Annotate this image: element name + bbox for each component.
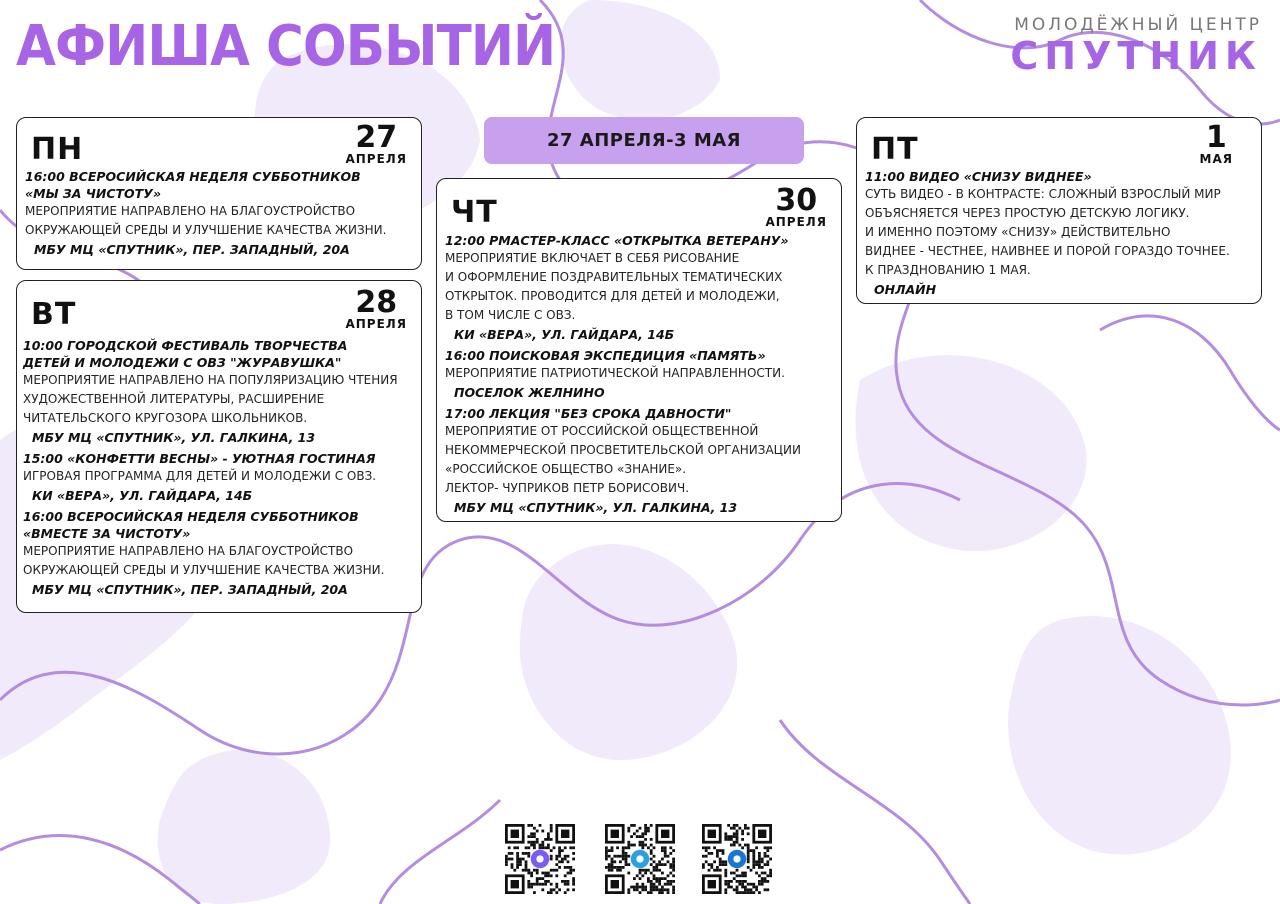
event-location: КИ «ВЕРА», УЛ. ГАЙДАРА, 14Б [32, 488, 253, 503]
event-title: 16:00 ВСЕРОСИЙСКАЯ НЕДЕЛЯ СУББОТНИКОВ «МЫ ЗА ЧИСТОТУ» [25, 169, 361, 201]
event-description: МЕРОПРИЯТИЕ НАПРАВЛЕНО НА БЛАГОУСТРОЙСТВО ОКРУЖАЮЩЕЙ СРЕДЫ И УЛУЧШЕНИЕ КАЧЕСТВА ЖИЗНИ. [23, 544, 385, 577]
event-item [23, 450, 415, 505]
day-card-friday [856, 117, 1262, 304]
date-block [1199, 120, 1233, 166]
qr-code-max[interactable] [505, 824, 575, 894]
event-description: МЕРОПРИЯТИЕ ПАТРИОТИЧЕСКОЙ НАПРАВЛЕННОСТИ. [445, 366, 785, 380]
date-block [345, 285, 407, 331]
event-title: 11:00 ВИДЕО «СНИЗУ ВИДНЕЕ» [865, 169, 1092, 184]
event-title: 15:00 «КОНФЕТТИ ВЕСНЫ» - УЮТНАЯ ГОСТИНАЯ [23, 451, 376, 466]
event-description: СУТЬ ВИДЕО - В КОНТРАСТЕ: СЛОЖНЫЙ ВЗРОСЛЫЙ МИР ОБЪЯСНЯЕТСЯ ЧЕРЕЗ ПРОСТУЮ ДЕТСКУЮ ЛОГИКУ. И ИМЕННО ПОЭТОМУ «СНИЗУ» ДЕЙСТВИТЕЛЬНО ВИДНЕЕ - ЧЕСТНЕЕ, НАИВНЕЕ И ПОРОЙ ГОРАЗДО ТОЧНЕЕ. К ПРАЗДНОВАНИЮ 1 МАЯ. [865, 187, 1230, 277]
day-card-tuesday [16, 280, 422, 613]
event-item [445, 405, 835, 517]
date-number: 1 [1205, 120, 1227, 155]
event-location: МБУ МЦ «СПУТНИК», ПЕР. ЗАПАДНЫЙ, 20А [34, 242, 350, 257]
event-list [445, 232, 835, 520]
event-list [23, 337, 415, 602]
event-item [23, 508, 415, 599]
date-month: АПРЕЛЯ [345, 152, 407, 166]
event-description: ИГРОВАЯ ПРОГРАММА ДЛЯ ДЕТЕЙ И МОЛОДЕЖИ С ОВЗ. [23, 469, 377, 483]
date-number: 28 [355, 285, 398, 320]
event-item [445, 232, 835, 344]
date-month: АПРЕЛЯ [345, 317, 407, 331]
event-location: ПОСЕЛОК ЖЕЛНИНО [454, 385, 605, 400]
day-label: ПН [31, 132, 84, 167]
event-location: КИ «ВЕРА», УЛ. ГАЙДАРА, 14Б [454, 327, 675, 342]
event-title: 12:00 РМАСТЕР-КЛАСС «ОТКРЫТКА ВЕТЕРАНУ» [445, 233, 789, 248]
event-item [445, 347, 835, 402]
event-title: 16:00 ВСЕРОСИЙСКАЯ НЕДЕЛЯ СУББОТНИКОВ «ВМЕСТЕ ЗА ЧИСТОТУ» [23, 509, 359, 541]
qr-code-telegram[interactable] [605, 824, 675, 894]
event-item [25, 168, 415, 259]
event-item [23, 337, 415, 447]
event-location: ОНЛАЙН [874, 282, 937, 297]
event-title: 17:00 ЛЕКЦИЯ "БЕЗ СРОКА ДАВНОСТИ" [445, 406, 732, 421]
day-card-monday [16, 117, 422, 270]
event-description: МЕРОПРИЯТИЕ НАПРАВЛЕНО НА ПОПУЛЯРИЗАЦИЮ ЧТЕНИЯ ХУДОЖЕСТВЕННОЙ ЛИТЕРАТУРЫ, РАСШИРЕНИЕ ЧИТАТЕЛЬСКОГО КРУГОЗОРА ШКОЛЬНИКОВ. [23, 373, 398, 425]
day-label: ВТ [31, 297, 77, 332]
day-label: ЧТ [451, 195, 498, 230]
date-number: 30 [775, 183, 818, 218]
event-location: МБУ МЦ «СПУТНИК», ПЕР. ЗАПАДНЫЙ, 20А [32, 582, 348, 597]
page-title: АФИША СОБЫТИЙ [16, 14, 556, 79]
event-title: 10:00 ГОРОДСКОЙ ФЕСТИВАЛЬ ТВОРЧЕСТВА ДЕТЕЙ И МОЛОДЕЖИ С ОВЗ "ЖУРАВУШКА" [23, 338, 348, 370]
brand-logo [1010, 14, 1262, 76]
brand-name: СПУТНИК [1010, 34, 1262, 78]
qr-code-vk[interactable] [702, 824, 772, 894]
day-card-thursday [436, 178, 842, 522]
event-description: МЕРОПРИЯТИЕ ОТ РОССИЙСКОЙ ОБЩЕСТВЕННОЙ НЕКОММЕРЧЕСКОЙ ПРОСВЕТИТЕЛЬСКОЙ ОРГАНИЗАЦИИ «РОССИЙСКОЕ ОБЩЕСТВО «ЗНАНИЕ». ЛЕКТОР- ЧУПРИКОВ ПЕТР БОРИСОВИЧ. [445, 424, 801, 495]
date-block [765, 183, 827, 229]
brand-subtitle: МОЛОДЁЖНЫЙ ЦЕНТР [1014, 15, 1262, 35]
event-description: МЕРОПРИЯТИЕ НАПРАВЛЕНО НА БЛАГОУСТРОЙСТВО ОКРУЖАЮЩЕЙ СРЕДЫ И УЛУЧШЕНИЕ КАЧЕСТВА ЖИЗНИ. [25, 204, 387, 237]
date-number: 27 [355, 120, 398, 155]
period-badge: 27 АПРЕЛЯ-3 МАЯ [484, 117, 804, 164]
event-location: МБУ МЦ «СПУТНИК», УЛ. ГАЛКИНА, 13 [32, 430, 316, 445]
event-item [865, 168, 1255, 299]
date-month: АПРЕЛЯ [765, 215, 827, 229]
date-block [345, 120, 407, 166]
event-list [25, 168, 415, 262]
event-list [865, 168, 1255, 302]
event-description: МЕРОПРИЯТИЕ ВКЛЮЧАЕТ В СЕБЯ РИСОВАНИЕ И ОФОРМЛЕНИЕ ПОЗДРАВИТЕЛЬНЫХ ТЕМАТИЧЕСКИХ ОТКРЫТОК. ПРОВОДИТСЯ ДЛЯ ДЕТЕЙ И МОЛОДЕЖИ, В ТОМ ЧИСЛЕ С ОВЗ. [445, 251, 783, 322]
date-month: МАЯ [1199, 152, 1233, 166]
event-title: 16:00 ПОИСКОВАЯ ЭКСПЕДИЦИЯ «ПАМЯТЬ» [445, 348, 766, 363]
event-location: МБУ МЦ «СПУТНИК», УЛ. ГАЛКИНА, 13 [454, 500, 738, 515]
day-label: ПТ [871, 132, 919, 167]
